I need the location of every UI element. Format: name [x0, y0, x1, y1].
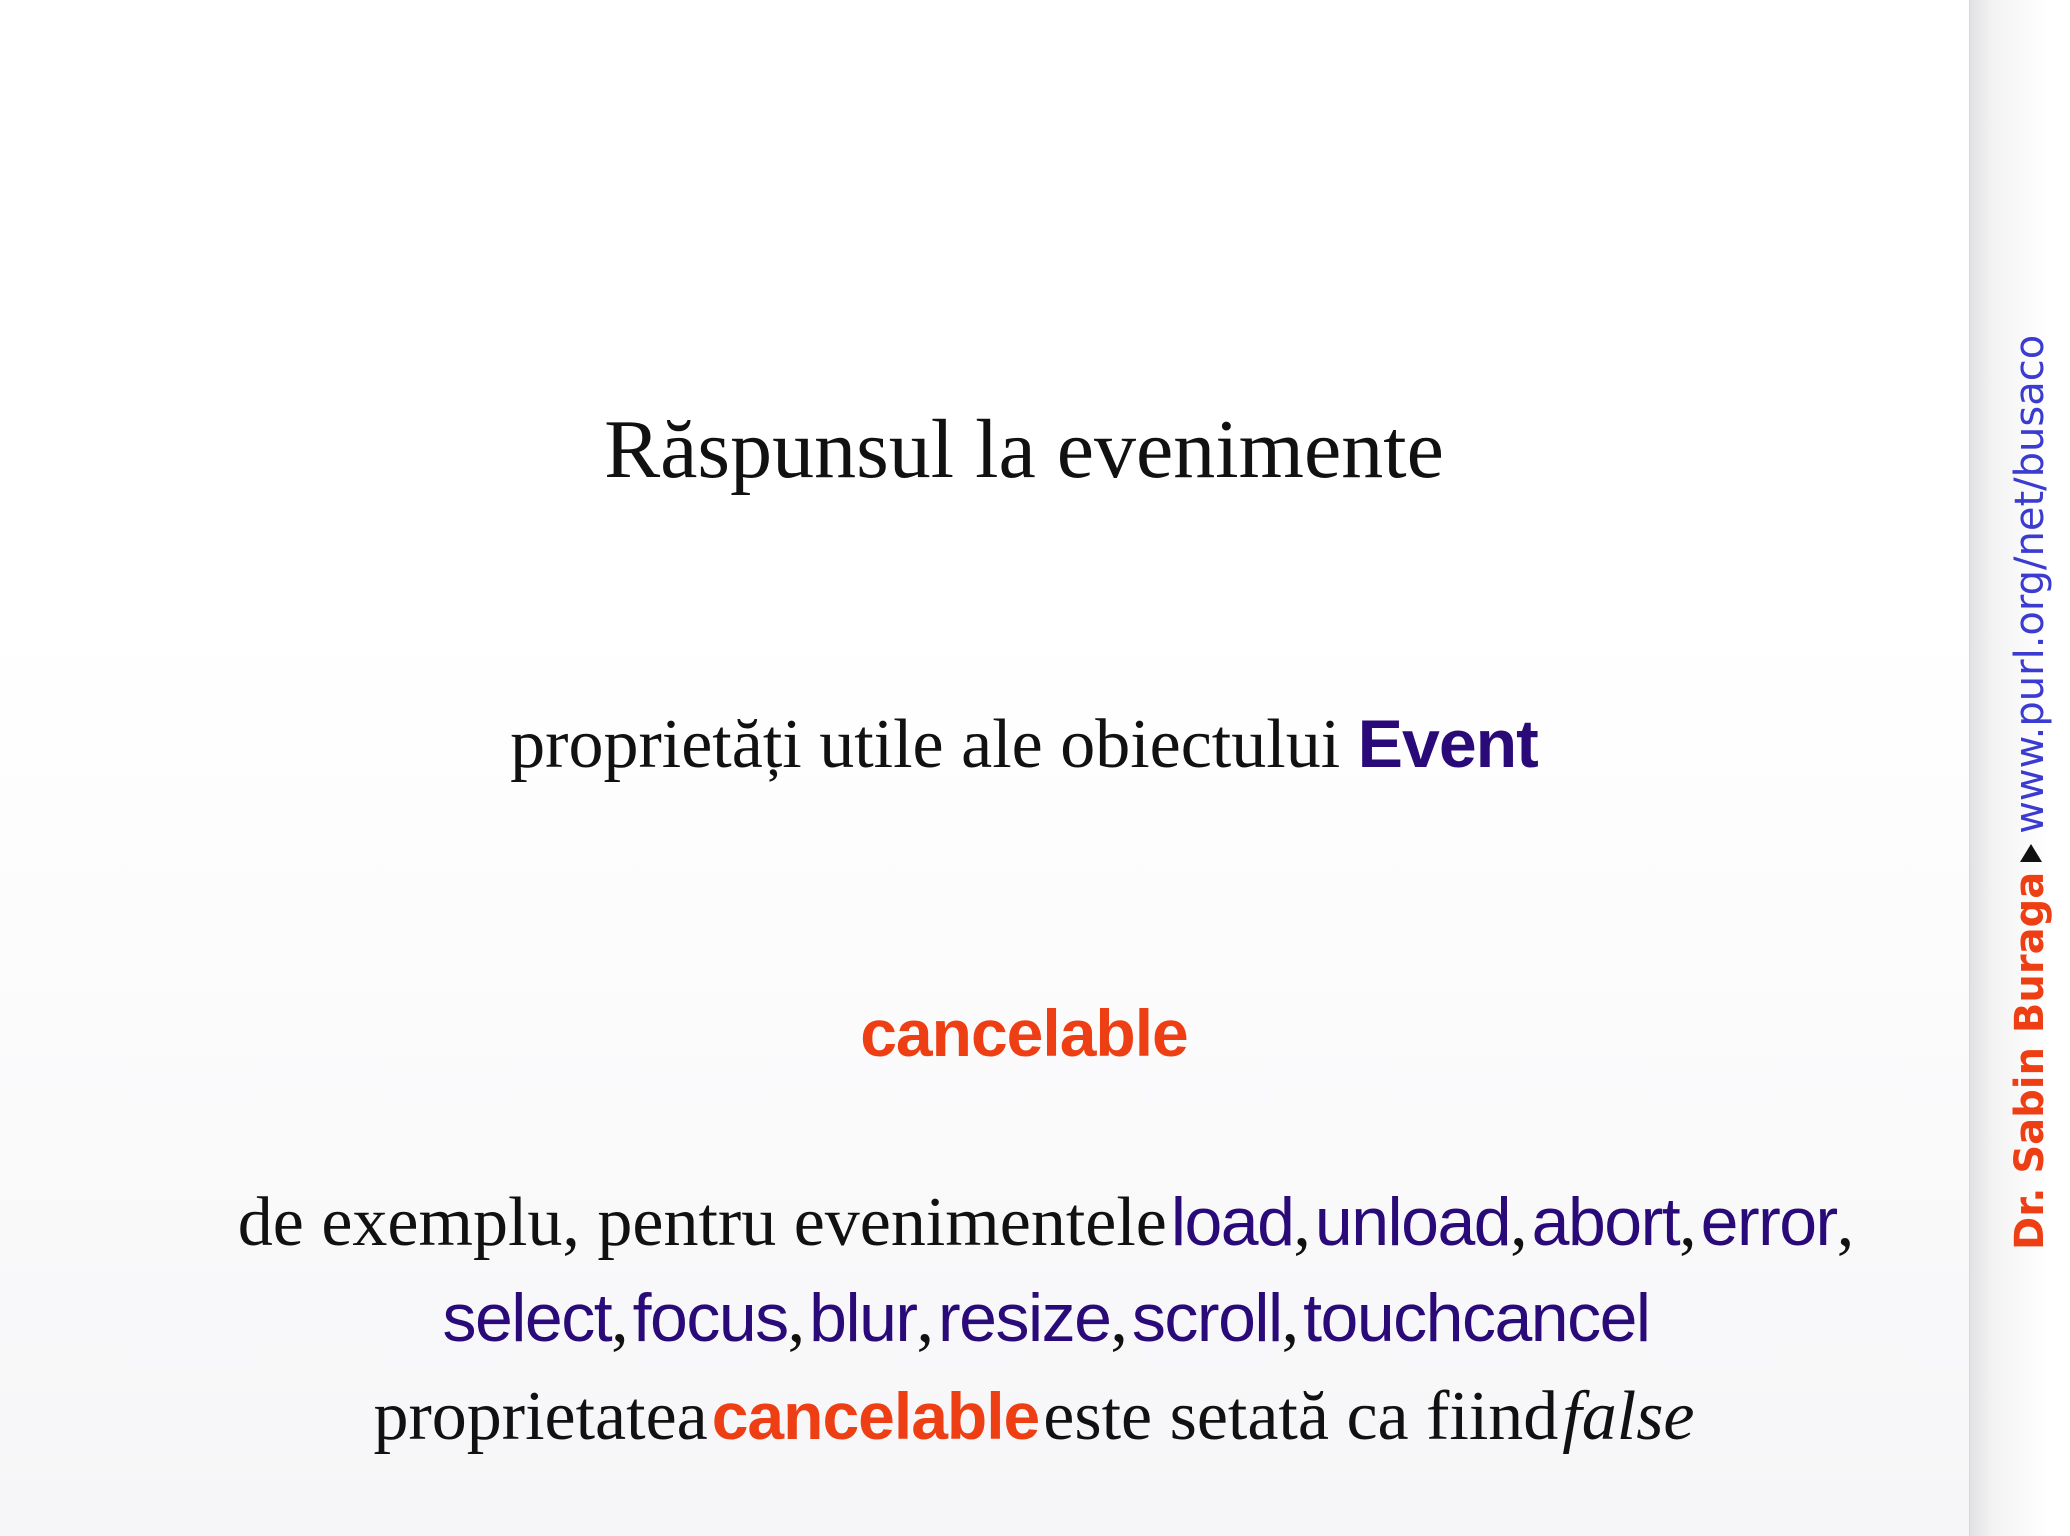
event-name: abort — [1531, 1184, 1680, 1260]
slide-title: Răspunsul la evenimente — [604, 403, 1444, 496]
example-prefix: de exemplu, pentru evenimentele — [237, 1184, 1167, 1261]
event-name: resize — [938, 1280, 1111, 1356]
author-name: Dr. Sabin Buraga — [2007, 871, 2053, 1250]
event-name: unload — [1314, 1184, 1511, 1260]
event-name: error — [1700, 1184, 1837, 1260]
statement-line — [10, 1378, 2058, 1455]
property-heading: cancelable — [860, 996, 1188, 1070]
slide-subtitle — [0, 706, 2048, 783]
event-keyword: Event — [1357, 706, 1538, 782]
event-name: focus — [632, 1280, 788, 1356]
statement-value: false — [1562, 1378, 1695, 1455]
example-line-2: select, focus, blur, resize, scroll, touchcancel — [442, 1280, 1650, 1357]
site-link[interactable]: www.purl.org/net/busaco — [2007, 334, 2053, 834]
event-name: select — [442, 1280, 612, 1356]
statement-middle: este setată ca fiind — [1043, 1378, 1559, 1455]
event-name: load — [1170, 1184, 1294, 1260]
subtitle-text: proprietăți utile ale obiectului — [510, 706, 1341, 783]
example-line-1: de exemplu, pentru evenimentele load, unload, abort, error, — [237, 1184, 1855, 1261]
event-name: scroll — [1131, 1280, 1282, 1356]
statement-prefix: proprietatea — [373, 1378, 708, 1455]
statement-keyword: cancelable — [711, 1379, 1040, 1453]
triangle-right-icon — [2020, 844, 2042, 862]
event-name: touchcancel — [1303, 1280, 1650, 1356]
sidebar-credit — [2007, 334, 2053, 1250]
event-name: blur — [809, 1280, 917, 1356]
